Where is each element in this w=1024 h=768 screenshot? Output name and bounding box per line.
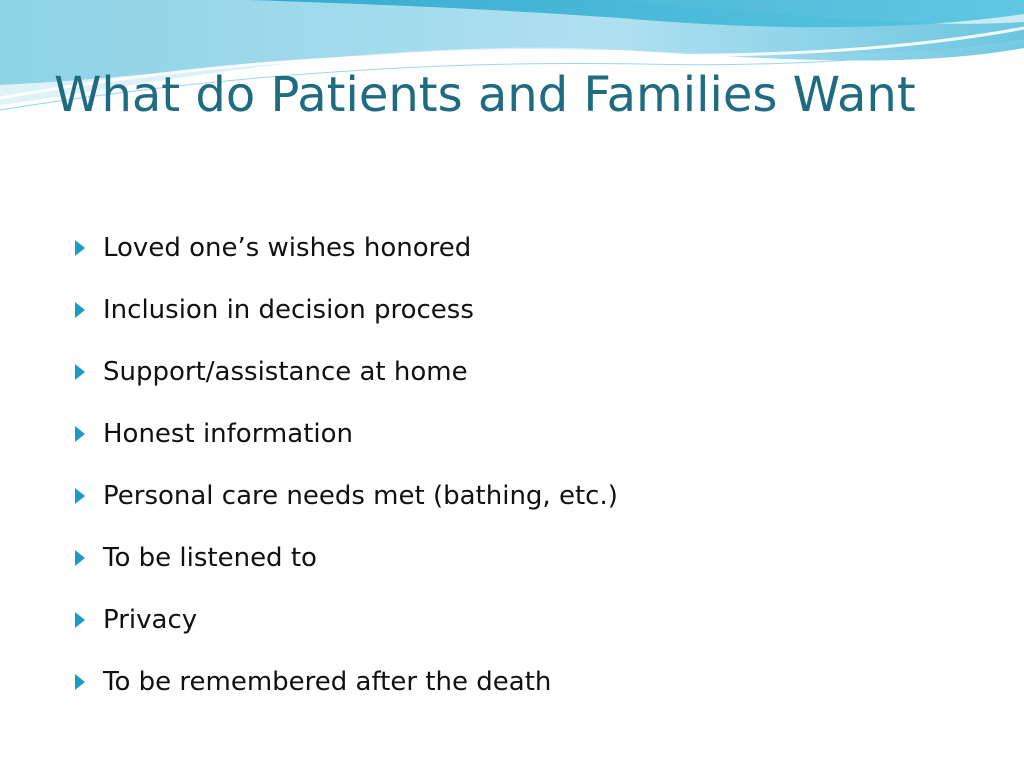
triangle-right-icon xyxy=(74,611,86,629)
triangle-right-icon xyxy=(74,673,86,691)
bullet-text: Honest information xyxy=(103,419,353,449)
bullet-text: Support/assistance at home xyxy=(103,357,468,387)
triangle-right-icon xyxy=(74,549,86,567)
list-item xyxy=(74,651,618,713)
triangle-right-icon xyxy=(74,301,86,319)
list-item xyxy=(74,279,618,341)
slide-title: What do Patients and Families Want xyxy=(54,67,916,123)
bullet-list xyxy=(74,217,618,713)
list-item xyxy=(74,589,618,651)
triangle-right-icon xyxy=(74,487,86,505)
list-item xyxy=(74,341,618,403)
bullet-text: Inclusion in decision process xyxy=(103,295,474,325)
triangle-right-icon xyxy=(74,363,86,381)
bullet-text: Privacy xyxy=(103,605,198,635)
list-item xyxy=(74,403,618,465)
triangle-right-icon xyxy=(74,425,86,443)
list-item xyxy=(74,217,618,279)
bullet-text: Loved one’s wishes honored xyxy=(103,233,472,263)
bullet-text: Personal care needs met (bathing, etc.) xyxy=(103,481,618,511)
list-item xyxy=(74,527,618,589)
bullet-text: To be listened to xyxy=(103,543,317,573)
list-item xyxy=(74,465,618,527)
triangle-right-icon xyxy=(74,239,86,257)
bullet-text: To be remembered after the death xyxy=(103,667,552,697)
